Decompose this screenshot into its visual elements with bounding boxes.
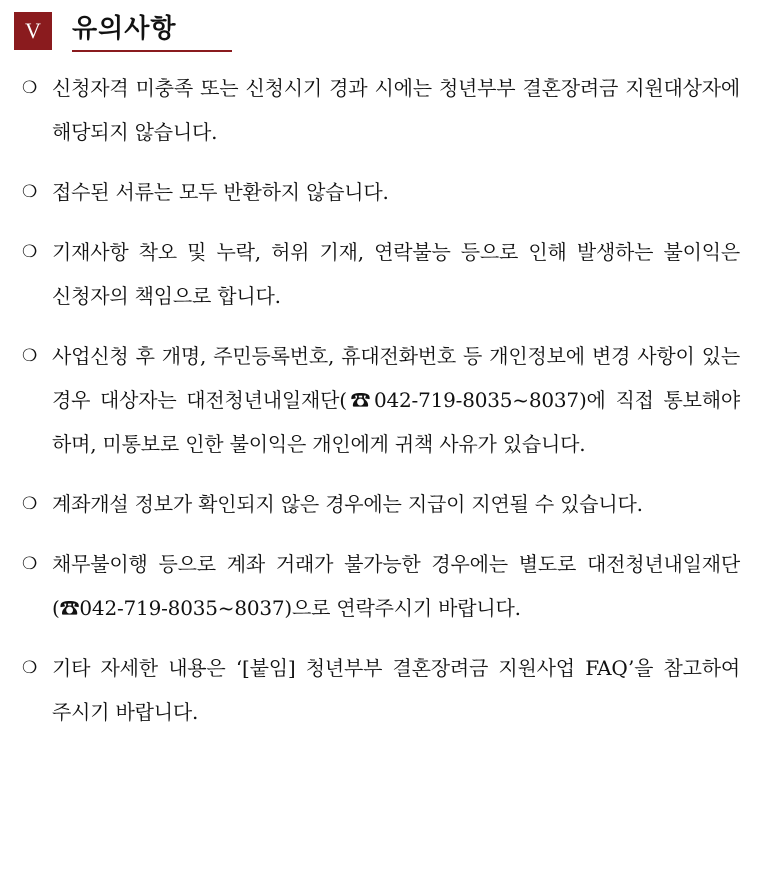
circle-bullet-icon: ❍ — [22, 494, 38, 514]
notice-item — [22, 542, 740, 630]
notice-item — [22, 170, 740, 214]
notice-text: 사업신청 후 개명, 주민등록번호, 휴대전화번호 등 개인정보에 변경 사항이 있는 경우 대상자는 대전청년내일재단(☎042-719-8035~8037)에 직접 통보해야 하며, 미통보로 인한 불이익은 개인에게 귀책 사유가 있습니다. — [52, 344, 740, 456]
notice-text: 접수된 서류는 모두 반환하지 않습니다. — [52, 180, 389, 204]
notice-item — [22, 230, 740, 318]
section-title-underline — [72, 12, 232, 52]
circle-bullet-icon: ❍ — [22, 242, 38, 262]
section-number-badge: V — [14, 12, 52, 50]
circle-bullet-icon: ❍ — [22, 346, 38, 366]
circle-bullet-icon: ❍ — [22, 658, 38, 678]
notice-item — [22, 334, 740, 466]
notice-text: 기재사항 착오 및 누락, 허위 기재, 연락불능 등으로 인해 발생하는 불이익은 신청자의 책임으로 합니다. — [52, 240, 740, 308]
notice-text: 기타 자세한 내용은 ‘[붙임] 청년부부 결혼장려금 지원사업 FAQ’을 참고하여 주시기 바랍니다. — [52, 656, 740, 724]
section-heading — [14, 12, 232, 52]
notice-item — [22, 646, 740, 734]
circle-bullet-icon: ❍ — [22, 78, 38, 98]
notice-item — [22, 482, 740, 526]
notice-text: 신청자격 미충족 또는 신청시기 경과 시에는 청년부부 결혼장려금 지원대상자에 해당되지 않습니다. — [52, 76, 740, 144]
notice-text: 계좌개설 정보가 확인되지 않은 경우에는 지급이 지연될 수 있습니다. — [52, 492, 643, 516]
circle-bullet-icon: ❍ — [22, 182, 38, 202]
notice-text: 채무불이행 등으로 계좌 거래가 불가능한 경우에는 별도로 대전청년내일재단(☎042-719-8035~8037)으로 연락주시기 바랍니다. — [52, 552, 740, 620]
circle-bullet-icon: ❍ — [22, 554, 38, 574]
section-title: 유의사항 — [72, 14, 177, 44]
notice-item — [22, 66, 740, 154]
notice-list — [22, 66, 740, 750]
